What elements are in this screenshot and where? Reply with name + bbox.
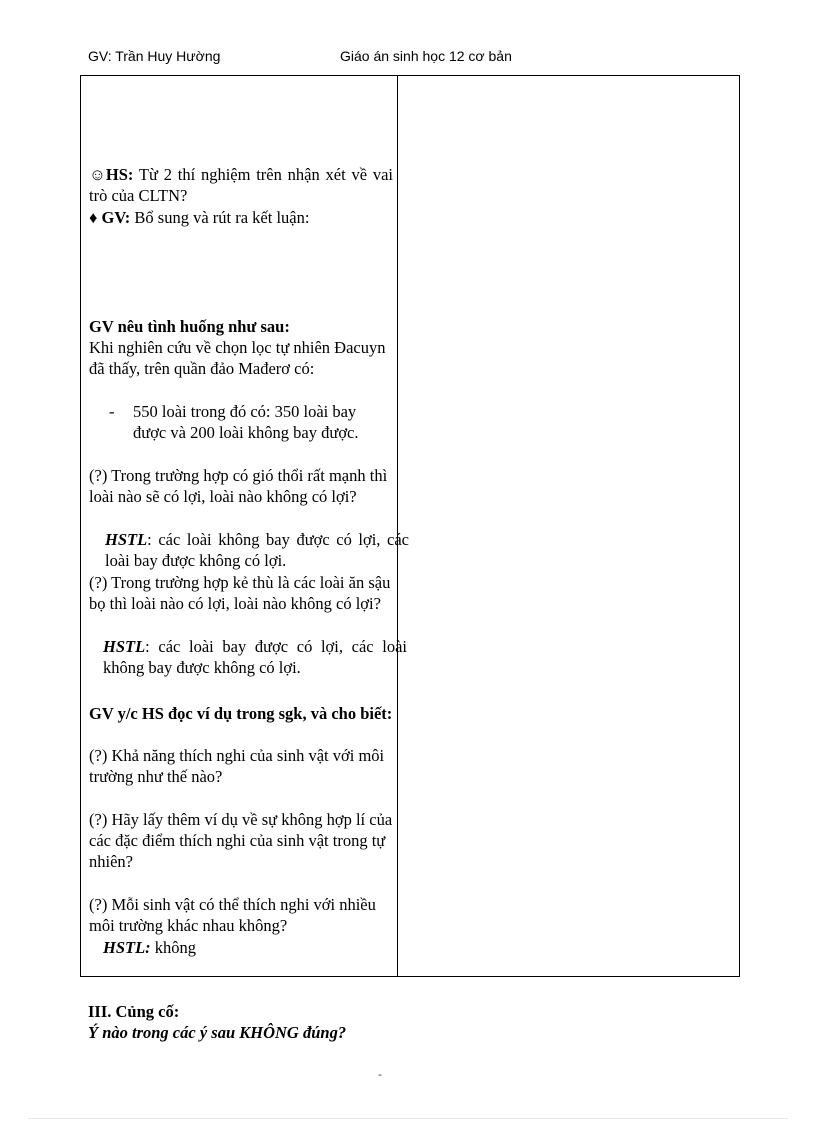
hs-question bbox=[89, 164, 393, 206]
answer-2-text: : các loài bay được có lợi, các loài không bay được không có lợi. bbox=[103, 637, 407, 677]
header-subject: Giáo án sinh học 12 cơ bản bbox=[340, 48, 512, 64]
page-bottom-edge bbox=[28, 1118, 788, 1119]
bullet-text: 550 loài trong đó có: 350 loài bay được và 200 loài không bay được. bbox=[133, 402, 359, 442]
question-4: (?) Hãy lấy thêm ví dụ về sự không hợp lí của các đặc điểm thích nghi của sinh vật trong tự nhiên? bbox=[89, 810, 393, 871]
hstl-label: HSTL bbox=[105, 530, 148, 549]
smiley-icon: ☺ bbox=[89, 165, 106, 184]
gv-label: GV: bbox=[101, 208, 131, 227]
situation-text: Khi nghiên cứu về chọn lọc tự nhiên Đacuyn đã thấy, trên quần đảo Mađerơ có: bbox=[89, 338, 386, 378]
gv-text: Bổ sung và rút ra kết luận: bbox=[134, 208, 310, 227]
answer-2 bbox=[89, 636, 407, 678]
dash-bullet: - bbox=[109, 402, 115, 421]
answer-5 bbox=[89, 937, 407, 958]
section-question: Ý nào trong các ý sau KHÔNG đúng? bbox=[88, 1023, 347, 1042]
header-teacher: GV: Trần Huy Hường bbox=[88, 48, 221, 64]
column-divider bbox=[397, 76, 398, 976]
lesson-table bbox=[80, 75, 740, 977]
answer-1 bbox=[89, 529, 409, 571]
diamond-icon: ♦ bbox=[89, 208, 98, 227]
hstl-label: HSTL: bbox=[103, 938, 151, 957]
section-title: III. Củng cố: bbox=[88, 1002, 180, 1021]
answer-5-text: không bbox=[150, 938, 197, 957]
question-3: (?) Khả năng thích nghi của sinh vật với môi trường như thế nào? bbox=[89, 746, 385, 786]
hs-text: Từ 2 thí nghiệm trên nhận xét về vai trò của CLTN? bbox=[89, 165, 394, 205]
question-5: (?) Mỗi sinh vật có thể thích nghi với nhiều môi trường khác nhau không? bbox=[89, 895, 376, 935]
hstl-label: HSTL bbox=[103, 637, 146, 656]
footer-mark: - bbox=[378, 1067, 382, 1081]
hs-label: HS: bbox=[105, 165, 134, 184]
question-2: (?) Trong trường hợp kẻ thù là các loài ăn sậu bọ thì loài nào có lợi, loài nào không có lợi? bbox=[89, 573, 391, 613]
example-title: GV y/c HS đọc ví dụ trong sgk, và cho biết: bbox=[89, 704, 393, 723]
gv-conclusion bbox=[89, 207, 393, 228]
answer-1-text: : các loài không bay được có lợi, các loài bay được không có lợi. bbox=[105, 530, 409, 570]
question-1: (?) Trong trường hợp có gió thổi rất mạnh thì loài nào sẽ có lợi, loài nào không có lợi? bbox=[89, 466, 388, 506]
situation-title: GV nêu tình huống như sau: bbox=[89, 317, 290, 336]
